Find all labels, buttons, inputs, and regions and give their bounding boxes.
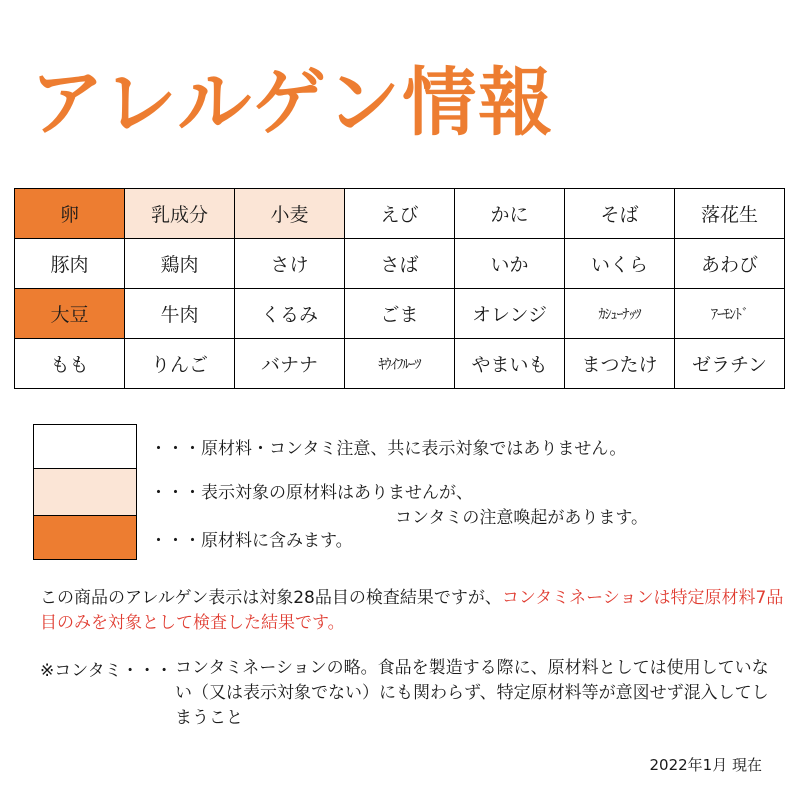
legend-swatch-contains	[33, 515, 137, 560]
allergen-cell: 卵	[15, 189, 125, 239]
allergen-row	[15, 239, 785, 289]
allergen-cell: 豚肉	[15, 239, 125, 289]
testing-note-red: コンタミネーションは特定原材料7品目のみを対象として検査した結果です。	[40, 588, 784, 633]
allergen-cell: 牛肉	[125, 289, 235, 339]
allergen-cell: 大豆	[15, 289, 125, 339]
definition-term: ※コンタミ・・・	[40, 661, 173, 681]
allergen-row	[15, 189, 785, 239]
allergen-row	[15, 289, 785, 339]
allergen-cell: さけ	[235, 239, 345, 289]
allergen-cell: バナナ	[235, 339, 345, 389]
legend-swatch-none	[33, 424, 137, 469]
allergen-cell: もも	[15, 339, 125, 389]
legend-text-none: ・・・原材料・コンタミ注意、共に表示対象ではありません。	[150, 439, 627, 459]
legend-text-contamination: ・・・表示対象の原材料はありませんが、	[150, 483, 473, 503]
allergen-cell: かに	[455, 189, 565, 239]
allergen-cell: あわび	[675, 239, 785, 289]
allergen-cell: 小麦	[235, 189, 345, 239]
allergen-cell: 落花生	[675, 189, 785, 239]
allergen-cell: 乳成分	[125, 189, 235, 239]
allergen-cell: りんご	[125, 339, 235, 389]
legend-text-contains: ・・・原材料に含みます。	[150, 531, 353, 551]
allergen-cell: ｶｼｭｰﾅｯﾂ	[565, 289, 675, 339]
allergen-cell: ゼラチン	[675, 339, 785, 389]
allergen-cell: やまいも	[455, 339, 565, 389]
legend-swatch-contamination	[33, 468, 137, 516]
testing-note	[40, 586, 790, 636]
allergen-cell: さば	[345, 239, 455, 289]
testing-note-black: この商品のアレルゲン表示は対象28品目の検査結果ですが、	[40, 588, 502, 608]
date-stamp: 2022年1月 現在	[649, 756, 762, 774]
allergen-cell: いくら	[565, 239, 675, 289]
allergen-cell: ｱｰﾓﾝﾄﾞ	[675, 289, 785, 339]
allergen-cell: まつたけ	[565, 339, 675, 389]
allergen-cell: そば	[565, 189, 675, 239]
allergen-cell: ｷｳｲﾌﾙｰﾂ	[345, 339, 455, 389]
allergen-table	[14, 188, 785, 389]
allergen-row	[15, 339, 785, 389]
allergen-cell: いか	[455, 239, 565, 289]
allergen-cell: 鶏肉	[125, 239, 235, 289]
page-title: アレルゲン情報	[30, 60, 555, 146]
allergen-cell: えび	[345, 189, 455, 239]
definition-body: コンタミネーションの略。食品を製造する際に、原材料としては使用していない（又は表示対象でない）にも関わらず、特定原材料等が意図せず混入してしまうこと	[175, 658, 769, 728]
allergen-cell: くるみ	[235, 289, 345, 339]
legend-text-contamination-cont: コンタミの注意喚起があります。	[395, 508, 648, 528]
allergen-cell: ごま	[345, 289, 455, 339]
allergen-cell: オレンジ	[455, 289, 565, 339]
